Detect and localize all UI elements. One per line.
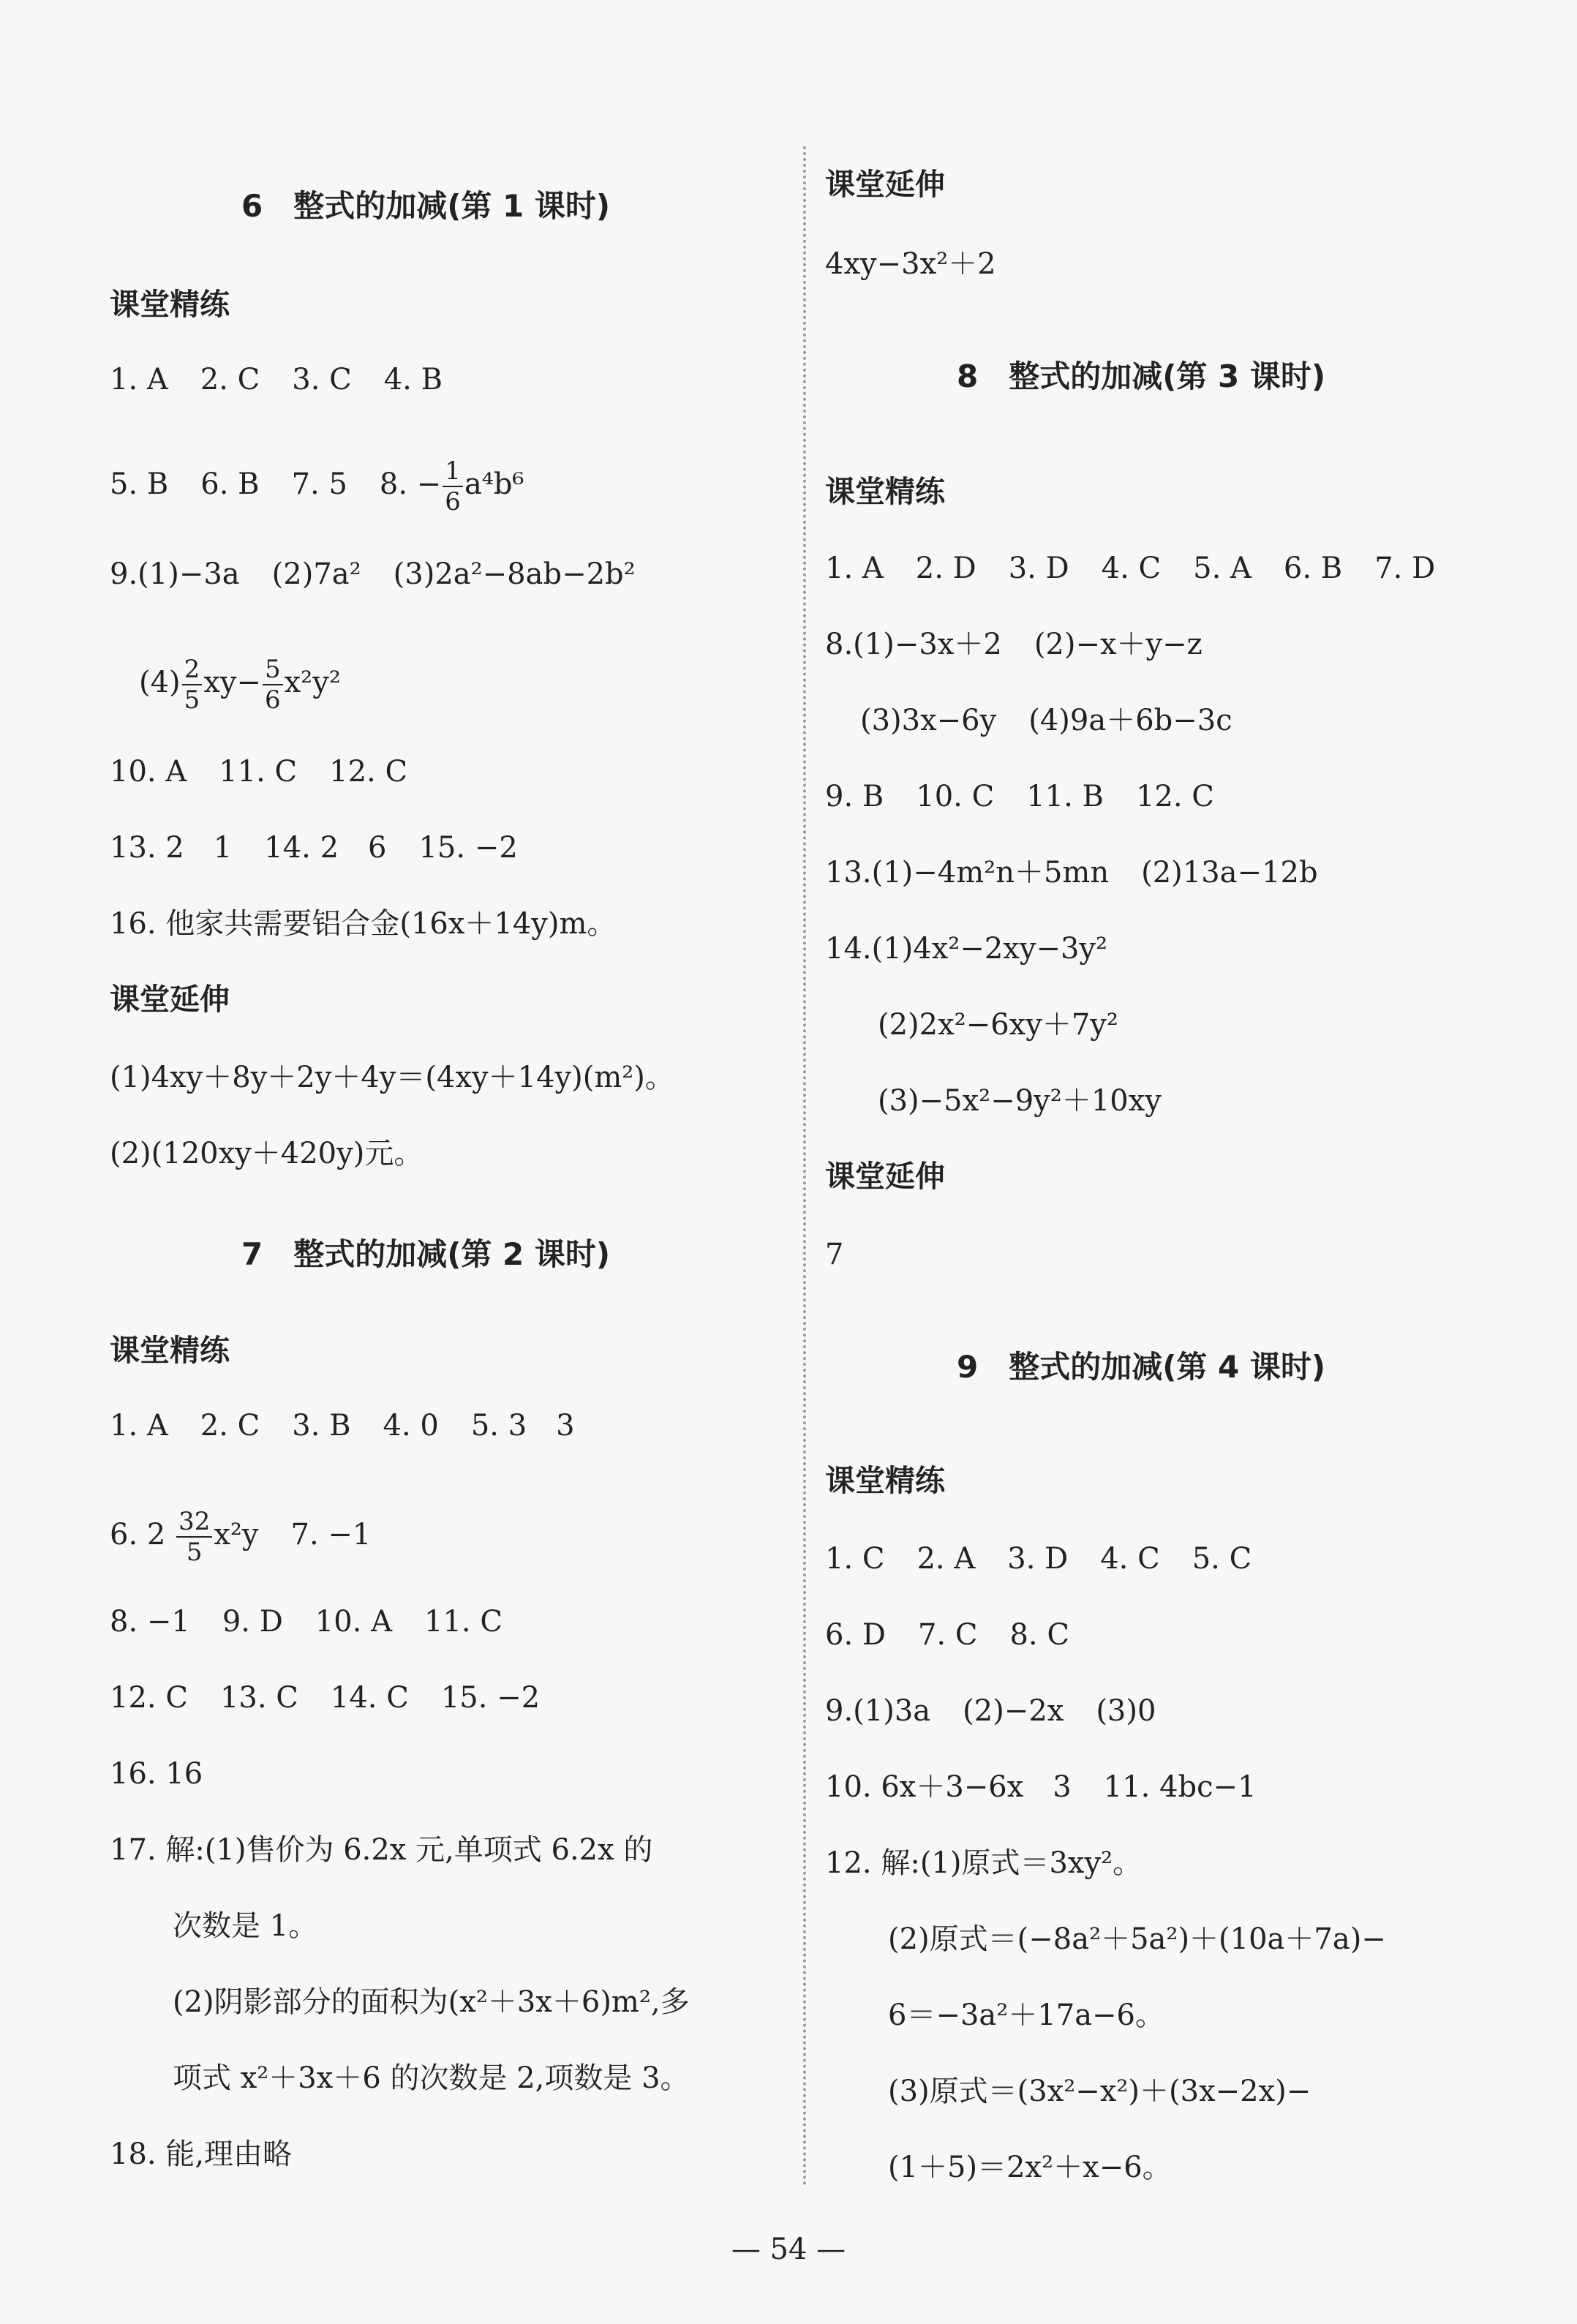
answer-line: 7: [825, 1238, 844, 1271]
answer-line: 6. 2 $\frac{32}{5}$ x²y 7. −1: [110, 1507, 372, 1567]
answer-line: (1)4xy＋8y＋2y＋4y＝(4xy＋14y)(m²)。: [110, 1061, 674, 1094]
fraction: $\frac{2}{5}$: [182, 655, 203, 715]
answer-line: 14.(1)4x²−2xy−3y²: [825, 932, 1108, 966]
heading-extension: 课堂延伸: [825, 1159, 945, 1194]
answer-line: 1. A 2. C 3. B 4. 0 5. 3 3: [110, 1409, 575, 1443]
answer-line: (2)原式＝(−8a²＋5a²)＋(10a＋7a)−: [888, 1922, 1386, 1956]
answer-line: 10. 6x＋3−6x 3 11. 4bc−1: [825, 1770, 1257, 1804]
answer-line: 16. 16: [110, 1757, 203, 1791]
answer-line: 6＝−3a²＋17a−6。: [888, 1998, 1165, 2032]
column-divider: [803, 146, 806, 2187]
answer-line: 18. 能,理由略: [110, 2137, 293, 2171]
answer-line: 13.(1)−4m²n＋5mn (2)13a−12b: [825, 856, 1318, 890]
answer-line: 项式 x²＋3x＋6 的次数是 2,项数是 3。: [173, 2061, 690, 2095]
fraction: $\frac{1}{6}$: [443, 456, 463, 516]
answer-line: 5. B 6. B 7. 5 8. − $\frac{1}{6}$ a⁴b⁶: [110, 456, 524, 516]
answer-line: 1. A 2. C 3. C 4. B: [110, 363, 443, 396]
heading-practice: 课堂精练: [825, 1463, 945, 1498]
heading-practice: 课堂精练: [110, 287, 230, 322]
answer-line: (4) $\frac{2}{5}$ xy− $\frac{5}{6}$ x²y²: [139, 655, 341, 715]
answer-line: (1＋5)＝2x²＋x−6。: [888, 2151, 1172, 2184]
answer-line: (3)−5x²−9y²＋10xy: [878, 1084, 1162, 1118]
answer-line: 9. B 10. C 11. B 12. C: [825, 780, 1214, 813]
answer-line: (2)(120xy＋420y)元。: [110, 1137, 424, 1170]
answer-line: 16. 他家共需要铝合金(16x＋14y)m。: [110, 907, 617, 941]
fraction: $\frac{5}{6}$: [263, 655, 283, 715]
section-title-7: 7 整式的加减(第 2 课时): [241, 1236, 611, 1272]
answer-line: 9.(1)−3a (2)7a² (3)2a²−8ab−2b²: [110, 557, 636, 591]
answer-line: 17. 解:(1)售价为 6.2x 元,单项式 6.2x 的: [110, 1833, 653, 1867]
answer-line: 8. −1 9. D 10. A 11. C: [110, 1605, 503, 1639]
heading-practice: 课堂精练: [110, 1333, 230, 1368]
answer-line: (2)2x²−6xy＋7y²: [878, 1008, 1118, 1042]
heading-practice: 课堂精练: [825, 474, 945, 509]
answer-line: 10. A 11. C 12. C: [110, 755, 408, 789]
answer-line: 1. A 2. D 3. D 4. C 5. A 6. B 7. D: [825, 552, 1436, 585]
section-title-6: 6 整式的加减(第 1 课时): [241, 188, 611, 224]
answer-line: (3)3x−6y (4)9a＋6b−3c: [860, 704, 1232, 737]
section-title-8: 8 整式的加减(第 3 课时): [957, 358, 1326, 394]
answer-line: 4xy−3x²＋2: [825, 247, 996, 281]
heading-extension: 课堂延伸: [825, 167, 945, 202]
section-title-9: 9 整式的加减(第 4 课时): [957, 1349, 1326, 1385]
heading-extension: 课堂延伸: [110, 982, 230, 1017]
page-number: — 54 —: [731, 2233, 846, 2266]
answer-line: (3)原式＝(3x²−x²)＋(3x−2x)−: [888, 2075, 1311, 2108]
answer-line: 13. 2 1 14. 2 6 15. −2: [110, 831, 518, 865]
answer-line: 次数是 1。: [173, 1909, 318, 1943]
answer-line: 6. D 7. C 8. C: [825, 1618, 1069, 1652]
answer-line: 9.(1)3a (2)−2x (3)0: [825, 1694, 1156, 1728]
answer-line: 8.(1)−3x＋2 (2)−x＋y−z: [825, 628, 1202, 661]
answer-line: (2)阴影部分的面积为(x²＋3x＋6)m²,多: [173, 1985, 690, 2019]
answer-line: 1. C 2. A 3. D 4. C 5. C: [825, 1542, 1252, 1576]
answer-line: 12. 解:(1)原式＝3xy²。: [825, 1846, 1143, 1880]
answer-line: 12. C 13. C 14. C 15. −2: [110, 1681, 541, 1715]
fraction: $\frac{32}{5}$: [176, 1507, 212, 1567]
